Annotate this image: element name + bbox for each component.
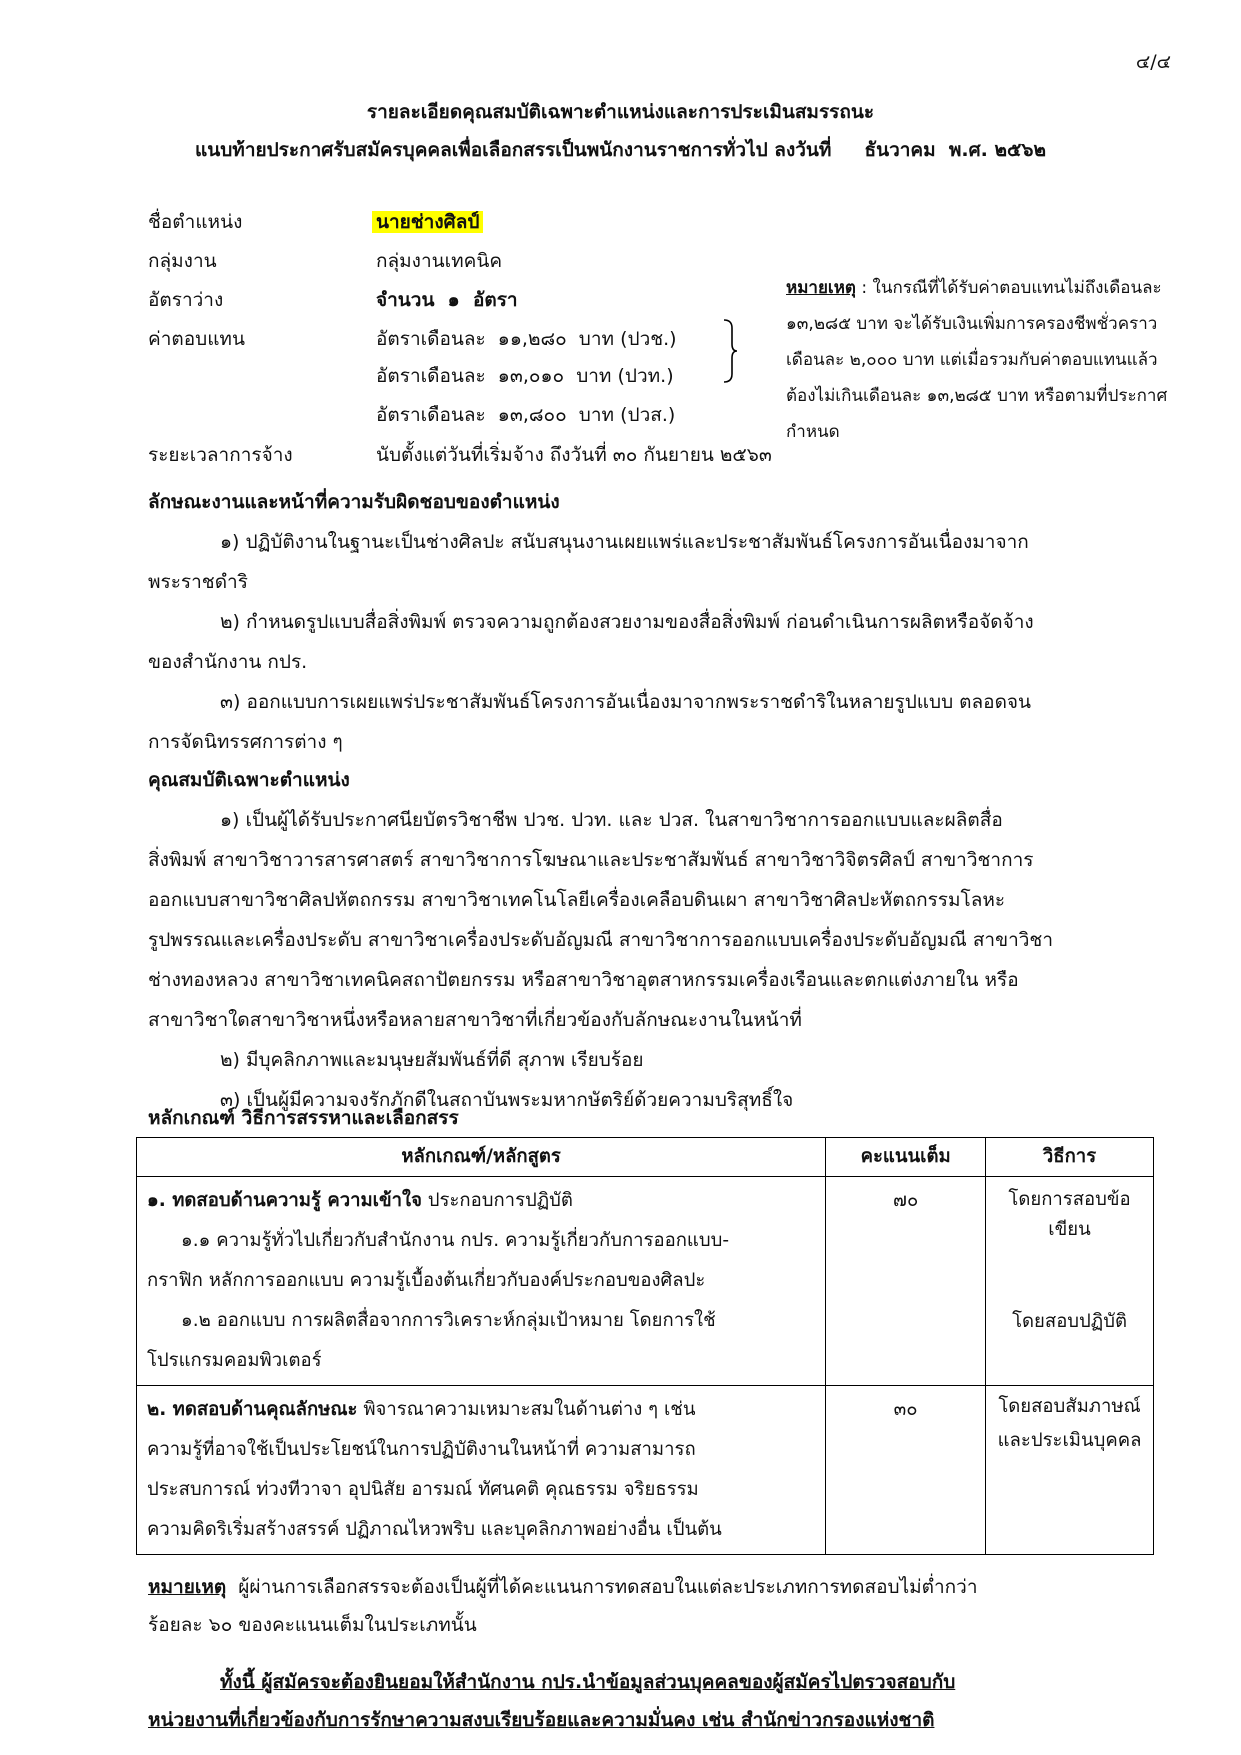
criteria-line: ประสบการณ์ ท่วงทีวาจา อุปนิสัย อารมณ์ ทัศนคติ คุณธรรม จริยธรรม — [147, 1479, 699, 1500]
score-cell: ๗๐ — [826, 1177, 986, 1386]
position-label: ชื่อตำแหน่ง — [148, 211, 243, 233]
side-note-line: เดือนละ ๒,๐๐๐ บาท แต่เมื่อรวมกับค่าตอบแทนแล้ว — [786, 350, 1158, 370]
method-text: และประเมินบุคคล — [997, 1430, 1142, 1451]
qualification-line: ช่างทองหลวง สาขาวิชาเทคนิคสถาปัตยกรรม หรือสาขาวิชาอุตสาหกรรมเครื่องเรือนและตกแต่งภายใน หรือ — [148, 969, 1019, 991]
column-header: วิธีการ — [986, 1138, 1154, 1177]
side-note-line: ๑๓,๒๘๕ บาท จะได้รับเงินเพิ่มการครองชีพชั่วคราว — [786, 314, 1158, 334]
score-cell: ๓๐ — [826, 1386, 986, 1555]
side-note-label: หมายเหตุ — [786, 278, 856, 298]
duty-item-cont: พระราชดำริ — [148, 571, 248, 593]
duty-item-cont: การจัดนิทรรศการต่าง ๆ — [148, 731, 343, 753]
duties-list — [148, 522, 1130, 762]
closing-line: ทั้งนี้ ผู้สมัครจะต้องยินยอมให้สำนักงาน กปร.นำข้อมูลส่วนบุคคลของผู้สมัครไปตรวจสอบกับ — [220, 1671, 956, 1693]
qualification-line: รูปพรรณและเครื่องประดับ สาขาวิชาเครื่องประดับอัญมณี สาขาวิชาการออกแบบเครื่องประดับอัญมณี สาขาวิชา — [148, 929, 1053, 951]
table-row — [137, 1386, 1154, 1555]
qualification-line: ๑) เป็นผู้ได้รับประกาศนียบัตรวิชาชีพ ปวช. ปวท. และ ปวส. ในสาขาวิชาการออกแบบและผลิตสื่อ — [220, 809, 1003, 831]
side-note-line: กำหนด — [786, 422, 840, 442]
position-value: นายช่างศิลป์ — [372, 211, 483, 233]
criteria-sub-cont: กราฟิก หลักการออกแบบ ความรู้เบื้องต้นเกี่ยวกับองค์ประกอบของศิลปะ — [147, 1270, 706, 1291]
qualification-line: สาขาวิชาใดสาขาวิชาหนึ่งหรือหลายสาขาวิชาที่เกี่ยวข้องกับลักษณะงานในหน้าที่ — [148, 1009, 802, 1031]
qualifications-list — [148, 800, 1130, 1120]
duty-item: ๓) ออกแบบการเผยแพร่ประชาสัมพันธ์โครงการอันเนื่องมาจากพระราชดำริในหลายรูปแบบ ตลอดจน — [220, 691, 1032, 713]
header-subtitle: แนบท้ายประกาศรับสมัครบุคคลเพื่อเลือกสรรเป็นพนักงานราชการทั่วไป ลงวันที่ ธันวาคม พ.ศ. ๒๕๖๒ — [195, 139, 1046, 161]
column-header: หลักเกณฑ์/หลักสูตร — [137, 1138, 826, 1177]
table-header-row — [137, 1138, 1154, 1177]
criteria-sub: ๑.๑ ความรู้ทั่วไปเกี่ยวกับสำนักงาน กปร. ความรู้เกี่ยวกับการออกแบบ- — [181, 1230, 729, 1251]
qualification-line: สิ่งพิมพ์ สาขาวิชาวารสารศาสตร์ สาขาวิชาการโฆษณาและประชาสัมพันธ์ สาขาวิชาวิจิตรศิลป์ สาขาวิชาการ — [148, 849, 1034, 871]
closing-line: หน่วยงานที่เกี่ยวข้องกับการรักษาความสงบเรียบร้อยและความมั่นคง เช่น สำนักข่าวกรองแห่งชาติ — [148, 1709, 935, 1731]
vacancy-value: จำนวน ๑ อัตรา — [376, 289, 518, 311]
criteria-title-rest: พิจารณาความเหมาะสมในด้านต่าง ๆ เช่น — [357, 1399, 696, 1420]
criteria-title: ๒. ทดสอบด้านคุณลักษณะ — [147, 1399, 358, 1420]
qualification-item: ๓) เป็นผู้มีความจงรักภักดีในสถาบันพระมหากษัตริย์ด้วยความบริสุทธิ์ใจ — [220, 1089, 794, 1111]
duties-heading: ลักษณะงานและหน้าที่ความรับผิดชอบของตำแหน่ง — [148, 491, 560, 513]
footnote-text: ผู้ผ่านการเลือกสรรจะต้องเป็นผู้ที่ได้คะแนนการทดสอบในแต่ละประเภทการทดสอบไม่ต่ำกว่า — [226, 1576, 978, 1598]
duty-item: ๑) ปฏิบัติงานในฐานะเป็นช่างศิลปะ สนับสนุนงานเผยแพร่และประชาสัมพันธ์โครงการอันเนื่องมาจาก — [220, 531, 1029, 553]
duty-item: ๒) กำหนดรูปแบบสื่อสิ่งพิมพ์ ตรวจความถูกต้องสวยงามของสื่อสิ่งพิมพ์ ก่อนดำเนินการผลิตหรือจัดจ้าง — [220, 611, 1034, 633]
header-title: รายละเอียดคุณสมบัติเฉพาะตำแหน่งและการประเมินสมรรถนะ — [366, 101, 875, 123]
criteria-line: ความรู้ที่อาจใช้เป็นประโยชน์ในการปฏิบัติงานในหน้าที่ ความสามารถ — [147, 1439, 696, 1460]
method-text: โดยการสอบข้อเขียน — [1008, 1189, 1131, 1240]
table-row — [137, 1177, 1154, 1386]
pay-label: ค่าตอบแทน — [148, 328, 245, 350]
vacancy-label: อัตราว่าง — [148, 289, 224, 311]
period-label: ระยะเวลาการจ้าง — [148, 444, 293, 466]
column-header: คะแนนเต็ม — [826, 1138, 986, 1177]
side-note-line: : ในกรณีที่ได้รับค่าตอบแทนไม่ถึงเดือนละ — [855, 278, 1162, 298]
method-text: โดยสอบปฏิบัติ — [1012, 1311, 1127, 1332]
page-number: ๔/๔ — [1135, 51, 1171, 73]
qualifications-heading: คุณสมบัติเฉพาะตำแหน่ง — [148, 769, 350, 791]
pay-rate-pvs: อัตราเดือนละ ๑๓,๘๐๐ บาท (ปวส.) — [376, 404, 676, 426]
footnote-label: หมายเหตุ — [148, 1576, 227, 1598]
pay-rate-pvc: อัตราเดือนละ ๑๑,๒๘๐ บาท (ปวช.) — [376, 328, 677, 350]
pay-rate-pvt: อัตราเดือนละ ๑๓,๐๑๐ บาท (ปวท.) — [376, 365, 674, 387]
qualification-line: ออกแบบสาขาวิชาศิลปหัตถกรรม สาขาวิชาเทคโนโลยีเครื่องเคลือบดินเผา สาขาวิชาศิลปะหัตถกรรมโลหะ — [148, 889, 1006, 911]
period-value: นับตั้งแต่วันที่เริ่มจ้าง ถึงวันที่ ๓๐ กันยายน ๒๕๖๓ — [376, 444, 772, 466]
side-note-line: ต้องไม่เกินเดือนละ ๑๓,๒๘๕ บาท หรือตามที่ประกาศ — [786, 386, 1168, 406]
criteria-sub: ๑.๒ ออกแบบ การผลิตสื่อจากการวิเคราะห์กลุ่มเป้าหมาย โดยการใช้ — [181, 1310, 716, 1331]
footnote — [148, 1573, 978, 1601]
group-value: กลุ่มงานเทคนิค — [376, 250, 503, 272]
criteria-title-rest: ประกอบการปฏิบัติ — [421, 1190, 573, 1211]
footnote-cont: ร้อยละ ๖๐ ของคะแนนเต็มในประเภทนั้น — [148, 1614, 477, 1636]
duty-item-cont: ของสำนักงาน กปร. — [148, 651, 308, 673]
brace-symbol — [722, 318, 738, 384]
method-cell — [986, 1386, 1154, 1555]
criteria-cell — [137, 1177, 826, 1386]
group-label: กลุ่มงาน — [148, 250, 217, 272]
criteria-heading: หลักเกณฑ์ วิธีการสรรหาและเลือกสรร — [148, 1107, 459, 1129]
qualification-item: ๒) มีบุคลิกภาพและมนุษยสัมพันธ์ที่ดี สุภาพ เรียบร้อย — [220, 1049, 644, 1071]
criteria-line: ความคิดริเริ่มสร้างสรรค์ ปฏิภาณไหวพริบ และบุคลิกภาพอย่างอื่น เป็นต้น — [147, 1519, 722, 1540]
method-cell — [986, 1177, 1154, 1386]
criteria-table — [136, 1137, 1154, 1555]
method-text: โดยสอบสัมภาษณ์ — [998, 1396, 1141, 1417]
criteria-sub-cont: โปรแกรมคอมพิวเตอร์ — [147, 1350, 322, 1371]
criteria-title: ๑. ทดสอบด้านความรู้ ความเข้าใจ — [147, 1190, 422, 1211]
criteria-cell — [137, 1386, 826, 1555]
